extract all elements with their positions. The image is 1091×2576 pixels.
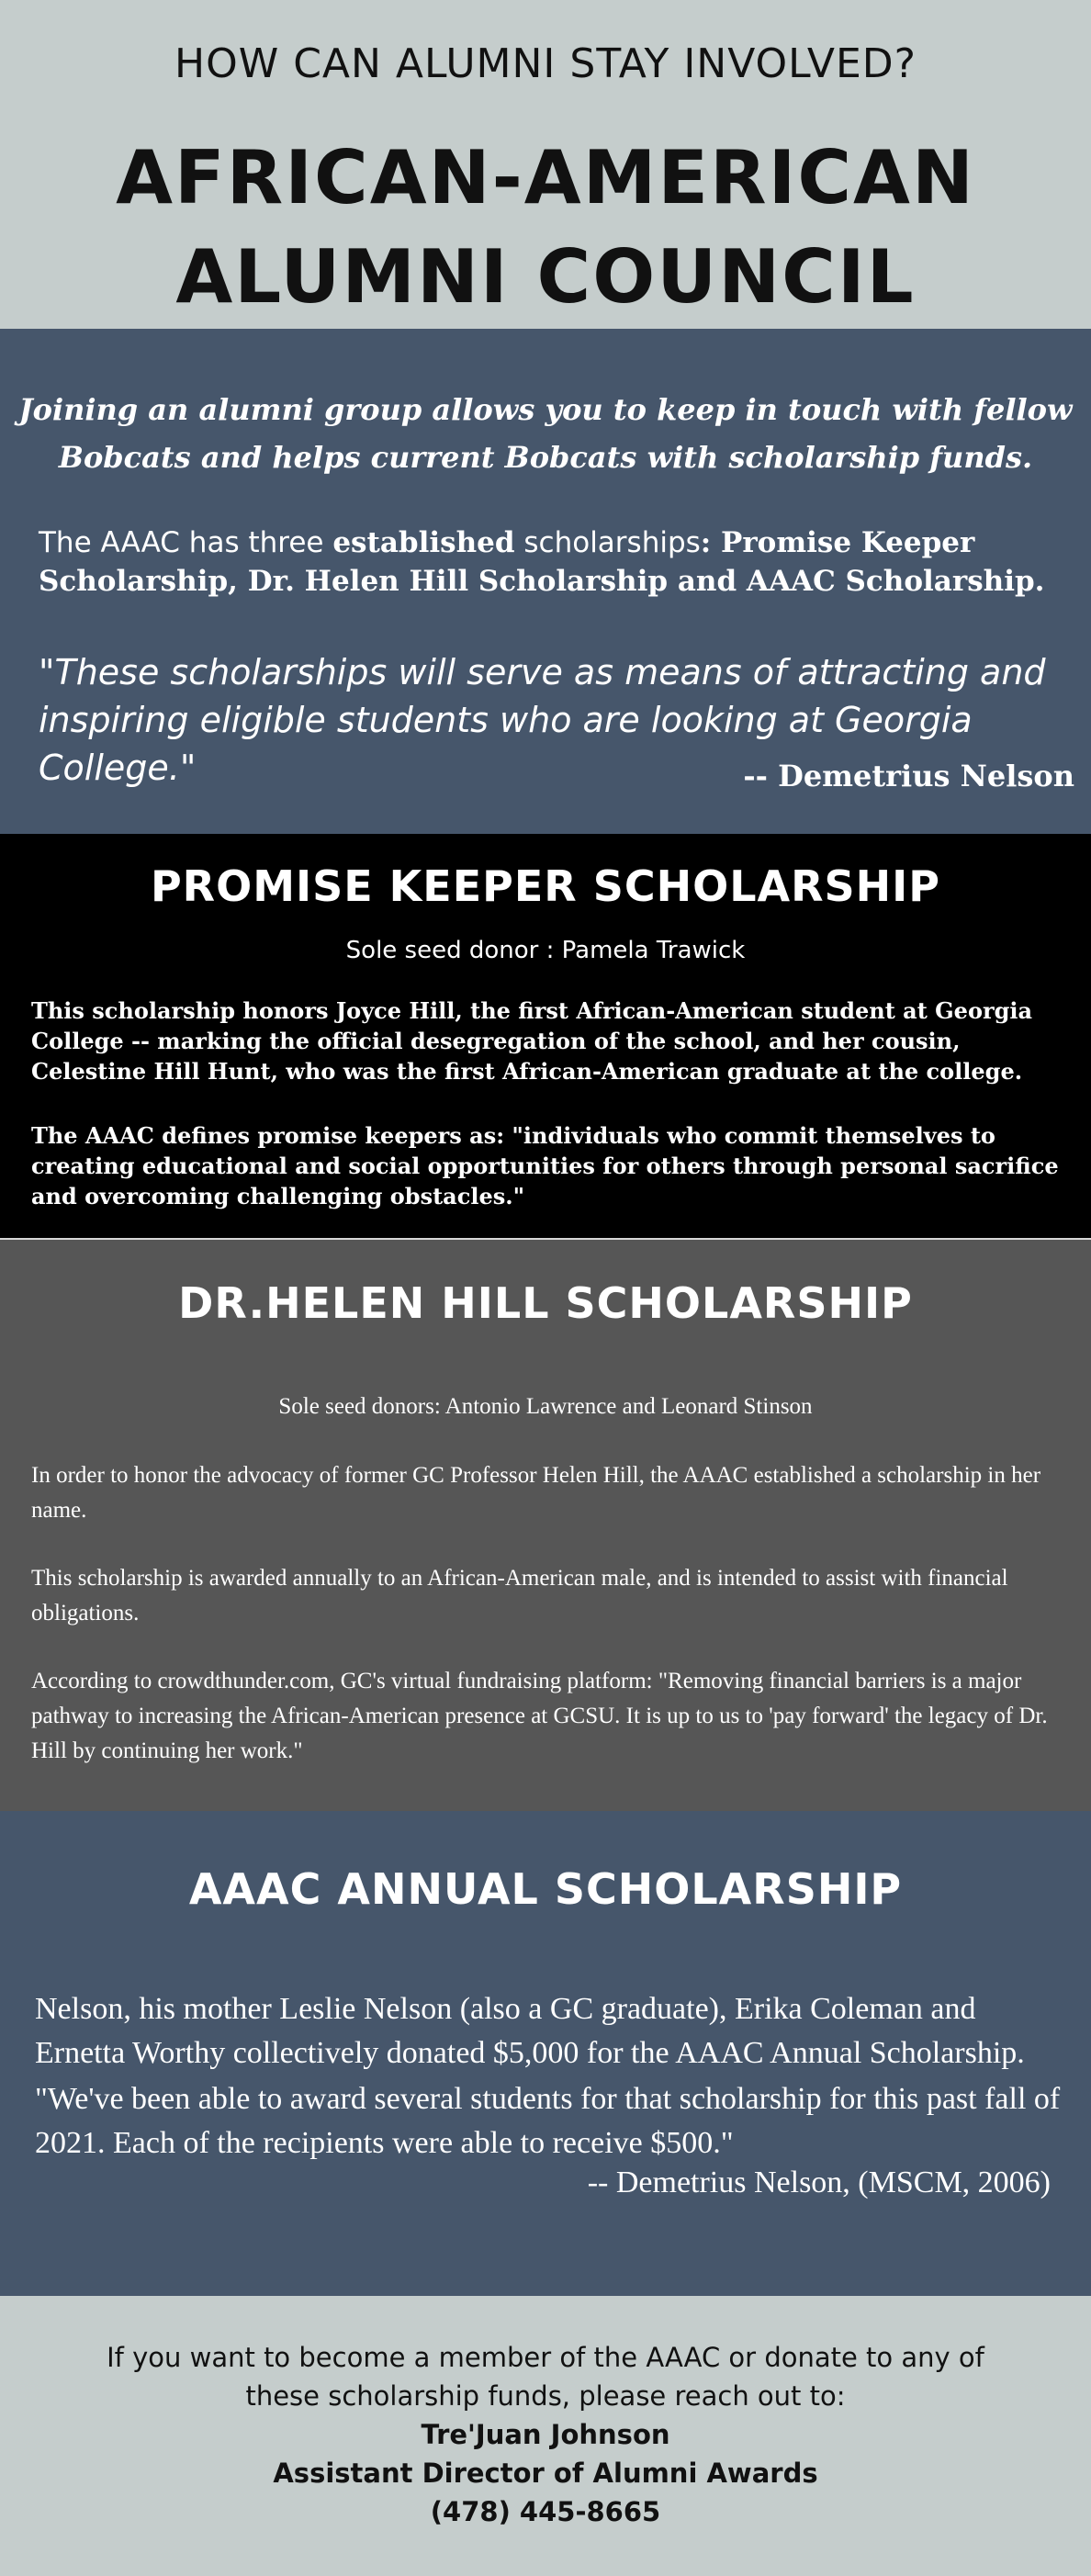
header-section — [0, 0, 1091, 329]
helen-hill-title: DR.HELEN HILL SCHOLARSHIP — [178, 1278, 913, 1328]
annual-scholarship-quote: "We've been able to award several students for that scholarship for this past fall of 2021. Each of the recipients were able to receive $500." — [35, 2082, 1061, 2160]
promise-keeper-donor: Sole seed donor : Pamela Trawick — [345, 937, 746, 964]
helen-hill-paragraph-3: According to crowdthunder.com, GC's virtual fundraising platform: "Removing financial barriers is a major pathway to increasing the African-American presence at GCSU. It is up to us to 'pay forward' the legacy of Dr. Hill by continuing her work." — [31, 1669, 1048, 1763]
intro-lead: Joining an alumni group allows you to keep in touch with fellow Bobcats and helps current Bobcats with scholarship funds. — [18, 392, 1073, 475]
intro-section — [0, 329, 1091, 834]
summary-list: : Promise Keeper Scholarship, Dr. Helen Hill Scholarship and AAAC Scholarship. — [39, 526, 1045, 598]
promise-keeper-title: PROMISE KEEPER SCHOLARSHIP — [150, 861, 941, 911]
helen-hill-paragraph-1: In order to honor the advocacy of former GC Professor Helen Hill, the AAAC established a scholarship in her name. — [31, 1463, 1041, 1523]
summary-established: established — [332, 526, 515, 559]
annual-scholarship-paragraph: Nelson, his mother Leslie Nelson (also a GC graduate), Erika Coleman and Ernetta Worthy collectively donated $5,000 for the AAAC Annual Scholarship. — [35, 1992, 1025, 2070]
promise-keeper-section — [0, 834, 1091, 1238]
summary-mid: scholarships — [514, 526, 701, 559]
contact-role: Assistant Director of Alumni Awards — [273, 2458, 818, 2489]
summary-prefix: The AAAC has three — [39, 526, 333, 559]
contact-name: Tre'Juan Johnson — [421, 2419, 670, 2450]
page-title-line-2: ALUMNI COUNCIL — [175, 234, 916, 320]
contact-phone: (478) 445-8665 — [430, 2496, 661, 2527]
page-title-line-1: AFRICAN-AMERICAN — [116, 135, 975, 220]
annual-scholarship-title: AAAC ANNUAL SCHOLARSHIP — [188, 1864, 903, 1914]
promise-keeper-paragraph-1: This scholarship honors Joyce Hill, the first African-American student at Georgia College -- marking the official desegregation of the school, and her cousin, Celestine Hill Hunt, who was the first African-American graduate at the college. — [31, 997, 1033, 1085]
helen-hill-section — [0, 1240, 1091, 1811]
contact-message: If you want to become a member of the AAAC or donate to any of these scholarship funds, please reach out to: — [107, 2342, 984, 2412]
intro-quote: "These scholarships will serve as means of attracting and inspiring eligible students who are looking at Georgia College." — [39, 652, 1046, 788]
helen-hill-donors: Sole seed donors: Antonio Lawrence and Leonard Stinson — [278, 1394, 813, 1419]
promise-keeper-paragraph-2: The AAAC defines promise keepers as: "individuals who commit themselves to creating educational and social opportunities for others through personal sacrifice and overcoming challenging obstacles." — [31, 1122, 1059, 1209]
annual-scholarship-section — [0, 1811, 1091, 2296]
intro-quote-attribution: -- Demetrius Nelson — [743, 759, 1074, 793]
header-eyebrow: HOW CAN ALUMNI STAY INVOLVED? — [174, 40, 917, 87]
annual-scholarship-attribution: -- Demetrius Nelson, (MSCM, 2006) — [587, 2165, 1051, 2199]
scholarships-summary — [39, 523, 1067, 601]
page-title — [0, 129, 1091, 327]
helen-hill-paragraph-2: This scholarship is awarded annually to an African-American male, and is intended to assist with financial obligations. — [31, 1566, 1008, 1625]
contact-section — [0, 2296, 1091, 2576]
